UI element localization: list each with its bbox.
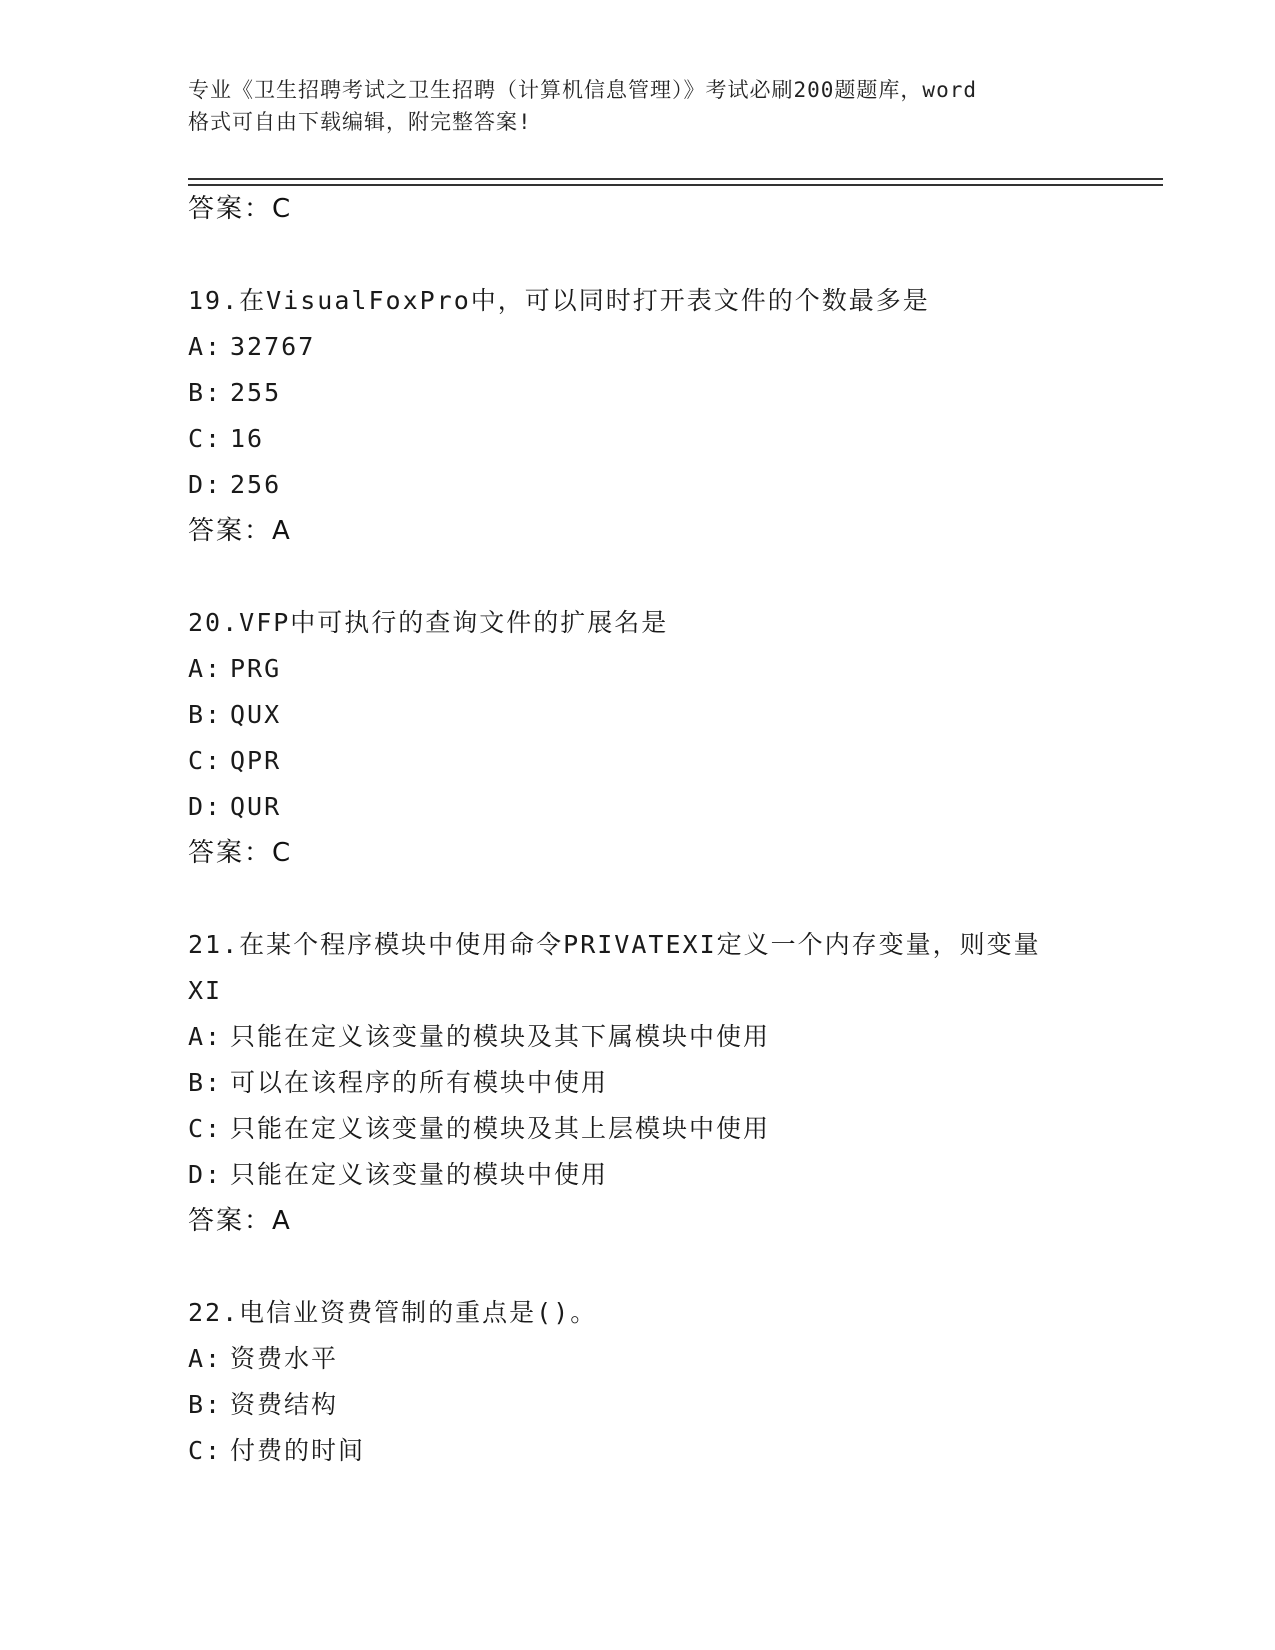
- question-20: [188, 600, 1128, 876]
- header-line-2: 格式可自由下载编辑，附完整答案!: [188, 110, 532, 134]
- option-b: [188, 692, 1128, 738]
- option-letter: C:: [188, 746, 223, 775]
- option-d: [188, 462, 1128, 508]
- option-c: [188, 1106, 1128, 1152]
- option-letter: B:: [188, 1068, 223, 1097]
- option-text: QUX: [230, 700, 282, 729]
- spacer: [188, 554, 1128, 600]
- question-19: [188, 278, 1128, 554]
- option-a: [188, 1014, 1128, 1060]
- question-stem: 20.VFP中可执行的查询文件的扩展名是: [188, 608, 669, 637]
- option-text: 只能在定义该变量的模块及其下属模块中使用: [230, 1022, 771, 1051]
- option-b: [188, 370, 1128, 416]
- option-text: 资费水平: [230, 1344, 339, 1373]
- option-letter: A:: [188, 1022, 223, 1051]
- option-text: 255: [230, 378, 282, 407]
- option-letter: D:: [188, 1160, 223, 1189]
- option-d: [188, 784, 1128, 830]
- question-stem: 21.在某个程序模块中使用命令PRIVATEXI定义一个内存变量，则变量: [188, 930, 1041, 959]
- option-c: [188, 738, 1128, 784]
- question-stem-continued: XI: [188, 976, 223, 1005]
- answer-line: 答案：A: [188, 516, 292, 546]
- header-line-1: 专业《卫生招聘考试之卫生招聘（计算机信息管理）》考试必刷200题题库，word: [188, 78, 977, 102]
- option-letter: B:: [188, 700, 223, 729]
- option-text: 只能在定义该变量的模块及其上层模块中使用: [230, 1114, 771, 1143]
- option-text: PRG: [230, 654, 282, 683]
- question-stem: 19.在VisualFoxPro中，可以同时打开表文件的个数最多是: [188, 286, 930, 315]
- option-text: 16: [230, 424, 265, 453]
- option-letter: D:: [188, 792, 223, 821]
- spacer: [188, 1244, 1128, 1290]
- option-letter: C:: [188, 1436, 223, 1465]
- previous-answer: 答案：C: [188, 194, 293, 224]
- option-letter: B:: [188, 1390, 223, 1419]
- option-letter: A:: [188, 1344, 223, 1373]
- option-letter: A:: [188, 654, 223, 683]
- spacer: [188, 232, 1128, 278]
- header-divider-top: [188, 178, 1163, 180]
- answer-line: 答案：C: [188, 838, 293, 868]
- option-a: [188, 324, 1128, 370]
- option-d: [188, 1152, 1128, 1198]
- option-text: QPR: [230, 746, 282, 775]
- option-letter: A:: [188, 332, 223, 361]
- option-letter: C:: [188, 1114, 223, 1143]
- option-c: [188, 416, 1128, 462]
- option-text: 付费的时间: [230, 1436, 366, 1465]
- option-b: [188, 1382, 1128, 1428]
- option-a: [188, 646, 1128, 692]
- option-c: [188, 1428, 1128, 1474]
- question-22: [188, 1290, 1128, 1474]
- option-text: 256: [230, 470, 282, 499]
- document-header: [188, 74, 1108, 138]
- question-stem: 22.电信业资费管制的重点是()。: [188, 1298, 598, 1327]
- option-letter: B:: [188, 378, 223, 407]
- question-list: [188, 186, 1128, 1474]
- answer-line: 答案：A: [188, 1206, 292, 1236]
- option-text: 32767: [230, 332, 316, 361]
- option-text: 只能在定义该变量的模块中使用: [230, 1160, 609, 1189]
- option-text: 资费结构: [230, 1390, 339, 1419]
- option-letter: C:: [188, 424, 223, 453]
- option-text: 可以在该程序的所有模块中使用: [230, 1068, 609, 1097]
- option-text: QUR: [230, 792, 282, 821]
- question-21: [188, 922, 1128, 1244]
- option-a: [188, 1336, 1128, 1382]
- option-letter: D:: [188, 470, 223, 499]
- option-b: [188, 1060, 1128, 1106]
- spacer: [188, 876, 1128, 922]
